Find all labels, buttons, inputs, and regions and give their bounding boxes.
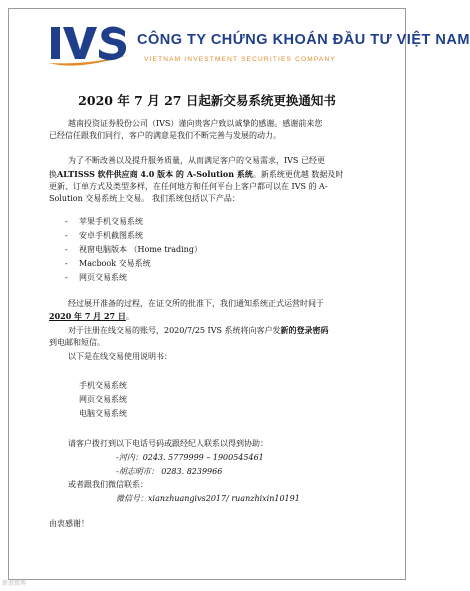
bullet-dash: - <box>65 231 68 240</box>
company-subtitle: VIETNAM INVESTMENT SECURITIES COMPANY <box>144 56 336 63</box>
para2-line2 <box>49 168 343 182</box>
para5: 以下是在线交易使用说明书： <box>68 352 172 361</box>
list-item <box>65 244 202 255</box>
hcm-phone: -胡志明市： 0283. 8239966 <box>116 467 223 476</box>
wechat-id: 微信号：xianzhuangivs2017/ ruanzhixin10191 <box>116 494 300 503</box>
launch-date: 2020 年 7 月 27 日 <box>49 311 126 321</box>
system-name-highlight: ALTISSS 软件供应商 4.0 版本 的 A-Solution 系统 <box>57 169 253 179</box>
bullet-dash: - <box>65 273 68 282</box>
document-page <box>8 8 470 580</box>
para4-line2: 到电邮和短信。 <box>49 338 105 347</box>
bullet-dash: - <box>65 259 68 268</box>
para2-line2-suffix: 。新系统更优越 数据及时 <box>252 170 344 179</box>
para2-line2-prefix: 换 <box>49 170 57 179</box>
para1-line2: 已经信任跟我们同行，客户的满意是我们不断完善与发展的动力。 <box>49 131 281 140</box>
company-name: CÔNG TY CHỨNG KHOÁN ĐẦU TƯ VIỆT NAM <box>137 32 470 48</box>
product-name: Macbook 交易系统 <box>79 259 151 268</box>
letterhead <box>47 23 470 73</box>
para4-line1-prefix: 对于注册在线交易的账号，2020/7/25 IVS 系统将向客户发 <box>68 326 281 335</box>
product-name: 安卓手机截图系统 <box>79 231 143 240</box>
product-name: 视窗电脑版本 （Home trading） <box>79 245 202 254</box>
manual-item: 手机交易系统 <box>79 381 127 390</box>
para3-line2 <box>49 310 134 324</box>
contact-intro: 请客户拨打到以下电话号码或跟经纪人联系以得到协助： <box>68 439 268 448</box>
list-item <box>65 216 143 227</box>
manual-item: 电脑交易系统 <box>79 409 127 418</box>
para3-line1: 经过展开准备的过程，在证交所的批准下，我们通知系统正式运营时间于 <box>68 299 324 308</box>
list-item <box>65 230 143 241</box>
new-password-highlight: 新的登录密码 <box>280 325 329 335</box>
list-item <box>65 258 151 269</box>
wechat-intro: 或者跟我们微信联系： <box>68 480 148 489</box>
notice-title: 2020 年 7 月 27 日起新交易系统更换通知书 <box>78 93 336 108</box>
para3-line2-suffix: 。 <box>125 312 134 321</box>
para2-line4: Solution 交易系统上交易。 我们系统包括以下产品： <box>49 194 240 203</box>
para2-line3: 更新、订单方式及类型多样，在任何地方和任何平台上客户都可以在 IVS 的 A- <box>49 182 328 191</box>
manual-item: 网页交易系统 <box>79 395 127 404</box>
weibo-watermark: 新浪微博 <box>2 580 27 587</box>
closing: 由衷感谢！ <box>49 519 89 528</box>
product-name: 网页交易系统 <box>79 273 127 282</box>
list-item <box>65 272 127 283</box>
para2-line1: 为了不断改善以及提升服务质量，从而满足客户的交易需求，IVS 已经更 <box>68 156 325 165</box>
bullet-dash: - <box>65 245 68 254</box>
bullet-dash: - <box>65 217 68 226</box>
para4-line1 <box>68 324 329 338</box>
product-name: 苹果手机交易系统 <box>79 217 143 226</box>
hanoi-phone: -河内：0243. 5779999 – 1900545461 <box>116 453 264 462</box>
para1-line1: 越南投资证券股份公司（IVS）谨向贵客户致以诚挚的感谢。感谢前来您 <box>68 119 323 128</box>
ivs-logo <box>47 23 131 71</box>
